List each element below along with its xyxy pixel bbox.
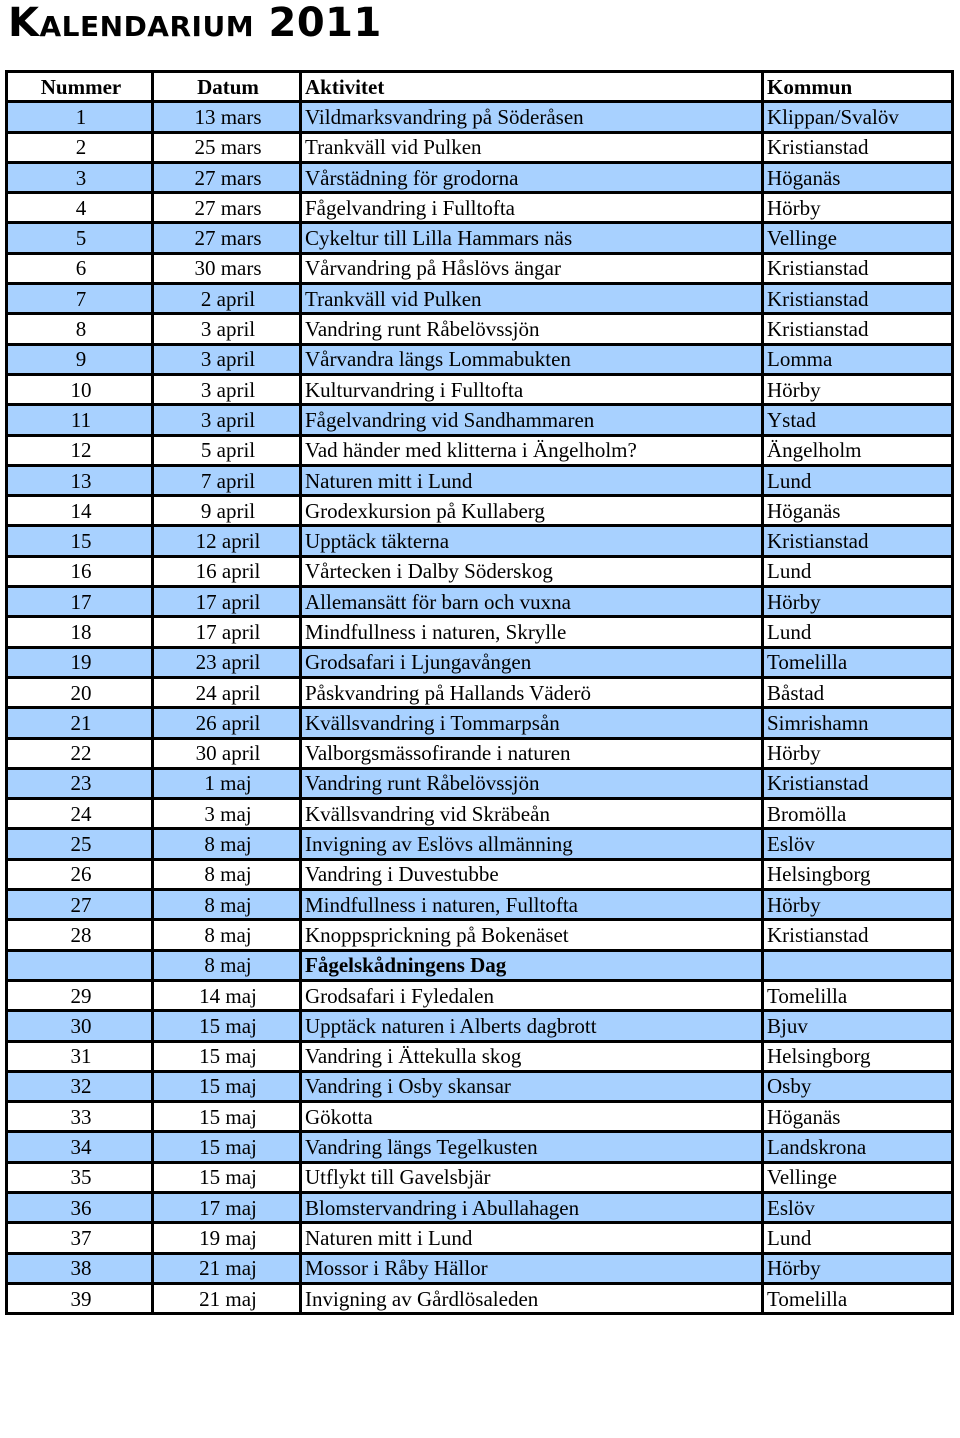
- cell-aktivitet: Fågelvandring i Fulltofta: [301, 193, 763, 223]
- table-header-row: [7, 72, 953, 102]
- cell-aktivitet: Invigning av Eslövs allmänning: [301, 829, 763, 859]
- cell-kommun: Hörby: [763, 374, 953, 404]
- cell-nummer: 18: [7, 617, 153, 647]
- cell-aktivitet: Valborgsmässofirande i naturen: [301, 738, 763, 768]
- cell-aktivitet: Allemansätt för barn och vuxna: [301, 587, 763, 617]
- cell-kommun: Kristianstad: [763, 314, 953, 344]
- cell-datum: 15 maj: [153, 1071, 301, 1101]
- cell-datum: 1 maj: [153, 768, 301, 798]
- cell-datum: 9 april: [153, 496, 301, 526]
- cell-kommun: Hörby: [763, 587, 953, 617]
- cell-datum: 26 april: [153, 708, 301, 738]
- table-row: [7, 1283, 953, 1313]
- cell-aktivitet: Grodexkursion på Kullaberg: [301, 496, 763, 526]
- table-row: [7, 465, 953, 495]
- cell-kommun: Kristianstad: [763, 253, 953, 283]
- cell-datum: 23 april: [153, 647, 301, 677]
- table-row: [7, 253, 953, 283]
- cell-datum: 27 mars: [153, 223, 301, 253]
- cell-datum: 19 maj: [153, 1223, 301, 1253]
- page-title: Kalendarium 2011: [8, 0, 382, 46]
- cell-aktivitet: Vandring runt Råbelövssjön: [301, 768, 763, 798]
- cell-nummer: 22: [7, 738, 153, 768]
- cell-datum: 16 april: [153, 556, 301, 586]
- cell-datum: 8 maj: [153, 859, 301, 889]
- header-kommun: Kommun: [763, 72, 953, 102]
- cell-nummer: [7, 950, 153, 980]
- cell-datum: 14 maj: [153, 980, 301, 1010]
- cell-kommun: Hörby: [763, 1253, 953, 1283]
- cell-kommun: Eslöv: [763, 1192, 953, 1222]
- cell-nummer: 2: [7, 132, 153, 162]
- cell-kommun: Hörby: [763, 193, 953, 223]
- cell-aktivitet: Vildmarksvandring på Söderåsen: [301, 102, 763, 132]
- cell-kommun: Höganäs: [763, 162, 953, 192]
- table-row: [7, 223, 953, 253]
- table-row: [7, 647, 953, 677]
- cell-aktivitet: Utflykt till Gavelsbjär: [301, 1162, 763, 1192]
- cell-datum: 8 maj: [153, 920, 301, 950]
- cell-kommun: Tomelilla: [763, 980, 953, 1010]
- cell-nummer: 20: [7, 677, 153, 707]
- cell-nummer: 8: [7, 314, 153, 344]
- cell-nummer: 13: [7, 465, 153, 495]
- table-row: [7, 284, 953, 314]
- table-row: [7, 374, 953, 404]
- cell-datum: 15 maj: [153, 1011, 301, 1041]
- cell-aktivitet: Naturen mitt i Lund: [301, 1223, 763, 1253]
- cell-datum: 3 april: [153, 374, 301, 404]
- cell-datum: 3 april: [153, 314, 301, 344]
- table-row: [7, 344, 953, 374]
- cell-nummer: 3: [7, 162, 153, 192]
- cell-kommun: Ystad: [763, 405, 953, 435]
- cell-aktivitet: Vandring i Duvestubbe: [301, 859, 763, 889]
- cell-nummer: 15: [7, 526, 153, 556]
- cell-aktivitet: Vad händer med klitterna i Ängelholm?: [301, 435, 763, 465]
- cell-aktivitet: Cykeltur till Lilla Hammars näs: [301, 223, 763, 253]
- cell-aktivitet: Vandring i Osby skansar: [301, 1071, 763, 1101]
- cell-datum: 15 maj: [153, 1102, 301, 1132]
- cell-aktivitet: Upptäck täkterna: [301, 526, 763, 556]
- cell-aktivitet: Vårvandra längs Lommabukten: [301, 344, 763, 374]
- cell-aktivitet: Naturen mitt i Lund: [301, 465, 763, 495]
- cell-kommun: Lund: [763, 465, 953, 495]
- cell-aktivitet: Kulturvandring i Fulltofta: [301, 374, 763, 404]
- cell-datum: 15 maj: [153, 1041, 301, 1071]
- cell-aktivitet: Fågelvandring vid Sandhammaren: [301, 405, 763, 435]
- table-row: [7, 738, 953, 768]
- table-row: [7, 677, 953, 707]
- cell-kommun: Höganäs: [763, 1102, 953, 1132]
- table-row: [7, 617, 953, 647]
- cell-datum: 3 april: [153, 405, 301, 435]
- cell-nummer: 7: [7, 284, 153, 314]
- cell-kommun: Kristianstad: [763, 284, 953, 314]
- cell-nummer: 5: [7, 223, 153, 253]
- cell-nummer: 24: [7, 799, 153, 829]
- cell-kommun: Kristianstad: [763, 132, 953, 162]
- cell-aktivitet: Trankväll vid Pulken: [301, 132, 763, 162]
- cell-kommun: Ängelholm: [763, 435, 953, 465]
- cell-datum: 8 maj: [153, 890, 301, 920]
- cell-aktivitet: Vårvandring på Håslövs ängar: [301, 253, 763, 283]
- cell-nummer: 16: [7, 556, 153, 586]
- cell-kommun: Kristianstad: [763, 526, 953, 556]
- cell-datum: 8 maj: [153, 829, 301, 859]
- cell-kommun: Klippan/Svalöv: [763, 102, 953, 132]
- table-row: [7, 314, 953, 344]
- cell-nummer: 17: [7, 587, 153, 617]
- table-row: [7, 162, 953, 192]
- cell-datum: 24 april: [153, 677, 301, 707]
- cell-aktivitet: Vandring i Ättekulla skog: [301, 1041, 763, 1071]
- cell-kommun: Lund: [763, 617, 953, 647]
- cell-nummer: 6: [7, 253, 153, 283]
- cell-kommun: Eslöv: [763, 829, 953, 859]
- cell-kommun: Kristianstad: [763, 920, 953, 950]
- cell-nummer: 34: [7, 1132, 153, 1162]
- table-row: [7, 950, 953, 980]
- cell-aktivitet: Mossor i Råby Hällor: [301, 1253, 763, 1283]
- cell-datum: 7 april: [153, 465, 301, 495]
- cell-aktivitet: Vandring längs Tegelkusten: [301, 1132, 763, 1162]
- table-body: [7, 102, 953, 1314]
- cell-nummer: 9: [7, 344, 153, 374]
- cell-datum: 17 april: [153, 617, 301, 647]
- cell-nummer: 36: [7, 1192, 153, 1222]
- table-row: [7, 405, 953, 435]
- cell-kommun: Landskrona: [763, 1132, 953, 1162]
- cell-aktivitet: Invigning av Gårdlösaleden: [301, 1283, 763, 1313]
- cell-nummer: 35: [7, 1162, 153, 1192]
- cell-kommun: Vellinge: [763, 223, 953, 253]
- cell-datum: 30 april: [153, 738, 301, 768]
- cell-nummer: 28: [7, 920, 153, 950]
- cell-aktivitet: Upptäck naturen i Alberts dagbrott: [301, 1011, 763, 1041]
- table-row: [7, 1071, 953, 1101]
- table-row: [7, 193, 953, 223]
- cell-nummer: 10: [7, 374, 153, 404]
- cell-datum: 30 mars: [153, 253, 301, 283]
- cell-aktivitet: Grodsafari i Ljungavången: [301, 647, 763, 677]
- table-row: [7, 1223, 953, 1253]
- cell-nummer: 12: [7, 435, 153, 465]
- table-row: [7, 920, 953, 950]
- cell-kommun: Hörby: [763, 890, 953, 920]
- table-row: [7, 1041, 953, 1071]
- cell-kommun: Bromölla: [763, 799, 953, 829]
- table-row: [7, 102, 953, 132]
- cell-kommun: Bjuv: [763, 1011, 953, 1041]
- cell-kommun: Vellinge: [763, 1162, 953, 1192]
- cell-kommun: Hörby: [763, 738, 953, 768]
- cell-aktivitet: Blomstervandring i Abullahagen: [301, 1192, 763, 1222]
- cell-aktivitet: Kvällsvandring i Tommarpsån: [301, 708, 763, 738]
- table-row: [7, 1192, 953, 1222]
- cell-kommun: Osby: [763, 1071, 953, 1101]
- table-row: [7, 1253, 953, 1283]
- cell-datum: 3 april: [153, 344, 301, 374]
- cell-kommun: Höganäs: [763, 496, 953, 526]
- cell-kommun: [763, 950, 953, 980]
- table-row: [7, 890, 953, 920]
- cell-nummer: 4: [7, 193, 153, 223]
- cell-nummer: 39: [7, 1283, 153, 1313]
- table-row: [7, 1011, 953, 1041]
- cell-nummer: 1: [7, 102, 153, 132]
- cell-kommun: Lomma: [763, 344, 953, 374]
- cell-aktivitet: Vandring runt Råbelövssjön: [301, 314, 763, 344]
- table-row: [7, 556, 953, 586]
- cell-nummer: 14: [7, 496, 153, 526]
- table-row: [7, 768, 953, 798]
- table-row: [7, 829, 953, 859]
- header-nummer: Nummer: [7, 72, 153, 102]
- calendar-table: [5, 70, 954, 1315]
- cell-datum: 17 april: [153, 587, 301, 617]
- cell-kommun: Helsingborg: [763, 1041, 953, 1071]
- cell-datum: 8 maj: [153, 950, 301, 980]
- cell-datum: 15 maj: [153, 1132, 301, 1162]
- table-row: [7, 1132, 953, 1162]
- table-row: [7, 496, 953, 526]
- cell-kommun: Helsingborg: [763, 859, 953, 889]
- cell-aktivitet: Vårtecken i Dalby Söderskog: [301, 556, 763, 586]
- cell-datum: 2 april: [153, 284, 301, 314]
- cell-kommun: Kristianstad: [763, 768, 953, 798]
- cell-kommun: Tomelilla: [763, 1283, 953, 1313]
- cell-aktivitet: Trankväll vid Pulken: [301, 284, 763, 314]
- table-row: [7, 587, 953, 617]
- table-row: [7, 980, 953, 1010]
- cell-nummer: 26: [7, 859, 153, 889]
- cell-aktivitet: Grodsafari i Fyledalen: [301, 980, 763, 1010]
- cell-datum: 21 maj: [153, 1283, 301, 1313]
- cell-nummer: 32: [7, 1071, 153, 1101]
- cell-nummer: 23: [7, 768, 153, 798]
- cell-nummer: 37: [7, 1223, 153, 1253]
- cell-aktivitet: Påskvandring på Hallands Väderö: [301, 677, 763, 707]
- cell-kommun: Tomelilla: [763, 647, 953, 677]
- cell-aktivitet: Kvällsvandring vid Skräbeån: [301, 799, 763, 829]
- cell-datum: 12 april: [153, 526, 301, 556]
- cell-aktivitet: Gökotta: [301, 1102, 763, 1132]
- cell-datum: 15 maj: [153, 1162, 301, 1192]
- cell-nummer: 19: [7, 647, 153, 677]
- cell-datum: 25 mars: [153, 132, 301, 162]
- cell-nummer: 31: [7, 1041, 153, 1071]
- cell-aktivitet: Knoppsprickning på Bokenäset: [301, 920, 763, 950]
- cell-datum: 21 maj: [153, 1253, 301, 1283]
- cell-datum: 27 mars: [153, 193, 301, 223]
- cell-datum: 5 april: [153, 435, 301, 465]
- table-row: [7, 1102, 953, 1132]
- cell-aktivitet: Vårstädning för grodorna: [301, 162, 763, 192]
- table-row: [7, 708, 953, 738]
- table-row: [7, 799, 953, 829]
- cell-kommun: Båstad: [763, 677, 953, 707]
- cell-kommun: Lund: [763, 556, 953, 586]
- cell-kommun: Lund: [763, 1223, 953, 1253]
- cell-nummer: 11: [7, 405, 153, 435]
- cell-datum: 27 mars: [153, 162, 301, 192]
- cell-datum: 17 maj: [153, 1192, 301, 1222]
- cell-datum: 13 mars: [153, 102, 301, 132]
- header-aktivitet: Aktivitet: [301, 72, 763, 102]
- table-row: [7, 1162, 953, 1192]
- cell-aktivitet: Mindfullness i naturen, Skrylle: [301, 617, 763, 647]
- table-row: [7, 859, 953, 889]
- table-row: [7, 526, 953, 556]
- cell-nummer: 30: [7, 1011, 153, 1041]
- cell-datum: 3 maj: [153, 799, 301, 829]
- cell-aktivitet: Fågelskådningens Dag: [301, 950, 763, 980]
- cell-nummer: 33: [7, 1102, 153, 1132]
- table-row: [7, 132, 953, 162]
- cell-nummer: 27: [7, 890, 153, 920]
- cell-aktivitet: Mindfullness i naturen, Fulltofta: [301, 890, 763, 920]
- cell-nummer: 29: [7, 980, 153, 1010]
- cell-nummer: 38: [7, 1253, 153, 1283]
- table-row: [7, 435, 953, 465]
- cell-kommun: Simrishamn: [763, 708, 953, 738]
- cell-nummer: 21: [7, 708, 153, 738]
- header-datum: Datum: [153, 72, 301, 102]
- cell-nummer: 25: [7, 829, 153, 859]
